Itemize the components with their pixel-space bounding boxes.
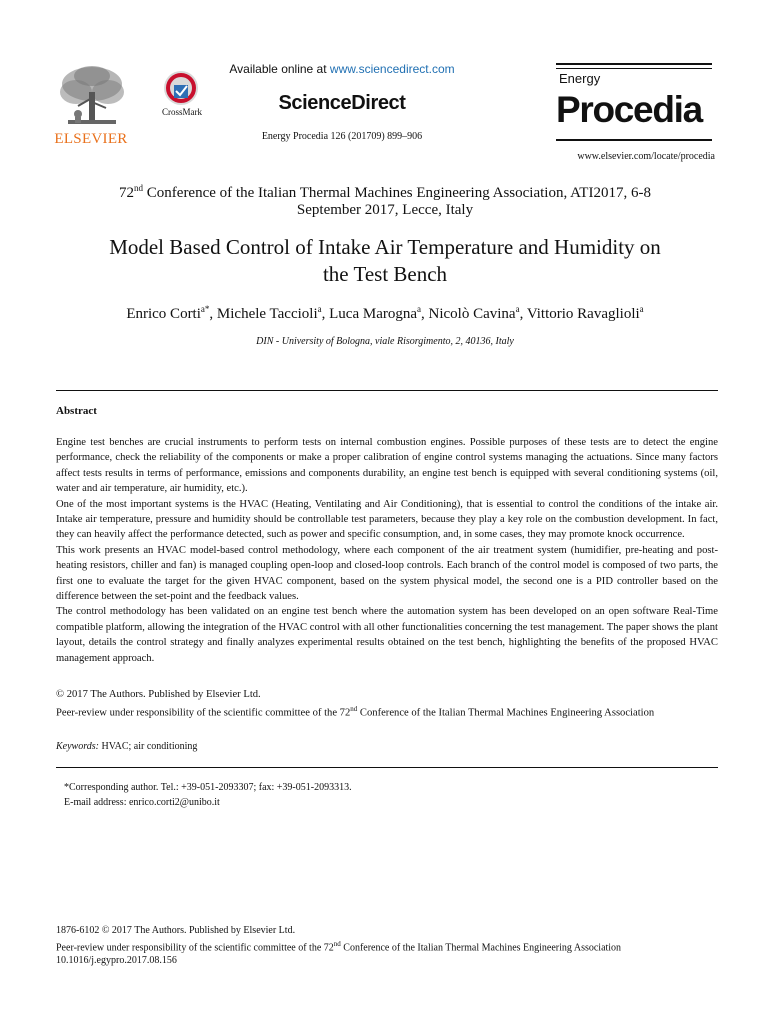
author-name: Enrico Corti	[126, 306, 201, 322]
author-list: Enrico Corti$^{a*}$, Michele Taccioli$^a$, Luca Marogna$^a$, Nicolò Cavina$^a$, Vittorio Ravaglioli$^a$	[126, 304, 644, 322]
title-line-2: the Test Bench	[322, 262, 448, 286]
copyright-block	[56, 688, 718, 721]
author-affiliation-mark: a	[417, 304, 422, 314]
corresponding-author-note: *Corresponding author. Tel.: +39-051-2093307; fax: +39-051-2093313.	[64, 782, 352, 793]
affiliation: DIN - University of Bologna, viale Risorgimento, 2, 40136, Italy	[256, 336, 514, 347]
conference-date-place: September 2017, Lecce, Italy	[296, 202, 474, 218]
abstract-paragraph: This work presents an HVAC model-based control methodology, where each component of the air treatment system (humidifier, pre-heating and post-heating resistors, chiller and fan) is managed coupling open-loop and closed-loop controls. Each branch of the control model is composed of two parts, the first one to evaluate the target for the given HVAC component, based on the system physical model, the second one is a PID controller based on the difference between the set-point and the feedback values.	[56, 544, 718, 603]
keywords-label: Keywords:	[56, 741, 99, 752]
peer-review-ordinal: nd	[350, 705, 358, 713]
conference-line	[60, 180, 710, 219]
conference-name: Conference of the Italian Thermal Machines Engineering Association, ATI2017, 6-8	[143, 185, 651, 201]
author-name: Nicolò Cavina	[428, 306, 516, 322]
author-affiliation-mark: a	[639, 304, 644, 314]
sciencedirect-link[interactable]: www.sciencedirect.com	[329, 62, 455, 76]
conference-ordinal: nd	[134, 183, 144, 193]
crossmark-label: CrossMark	[162, 107, 202, 117]
page-footer	[56, 925, 736, 968]
brand-rule	[556, 139, 712, 141]
sciencedirect-logo: ScienceDirect	[278, 92, 406, 114]
author-affiliation-mark: a	[515, 304, 520, 314]
brand-rule	[556, 68, 712, 69]
issn-line: 1876-6102 © 2017 The Authors. Published by Elsevier Ltd.	[56, 925, 296, 936]
author-name: Michele Taccioli	[216, 306, 318, 322]
brand-rule	[556, 63, 712, 65]
conference-number: 72	[119, 185, 135, 201]
author-name: Vittorio Ravaglioli	[526, 306, 640, 322]
paper-title	[40, 234, 730, 288]
footer-peer-prefix: Peer-review under responsibility of the scientific committee of the 72	[56, 942, 334, 954]
available-prefix: Available online at	[229, 62, 330, 76]
peer-review-suffix: Conference of the Italian Thermal Machines Engineering Association	[357, 707, 655, 719]
author-name: Luca Marogna	[329, 306, 418, 322]
journal-brand-procedia: Procedia	[556, 89, 702, 130]
journal-brand-energy: Energy	[559, 71, 601, 86]
available-online-line	[212, 62, 472, 76]
journal-reference: Energy Procedia 126 (201709) 899–906	[261, 131, 423, 142]
abstract-body	[56, 435, 718, 666]
doi-line[interactable]: 10.1016/j.egypro.2017.08.156	[56, 954, 177, 966]
peer-review-line	[56, 702, 718, 721]
footer-peer-suffix: Conference of the Italian Thermal Machines Engineering Association	[340, 942, 622, 954]
abstract-paragraph: One of the most important systems is the HVAC (Heating, Ventilating and Air Conditioning), that is essential to control the conditions of the intake air. Intake air temperature, pressure and humidity should be controllable test parameters, because they play a key role on the combustion development. In fact, they can heavily affect the performance detected, such as power and specific consumption, and, in some cases, they may promote knock occurrence.	[56, 498, 718, 541]
author-affiliation-mark: a*	[200, 304, 210, 314]
peer-review-prefix: Peer-review under responsibility of the scientific committee of the 72	[56, 707, 351, 719]
copyright-line: © 2017 The Authors. Published by Elsevier Ltd.	[56, 689, 261, 700]
abstract-paragraph: Engine test benches are crucial instruments to perform tests on internal combustion engines. Possible purposes of these tests are to detect the engine performance, check the reliability of the components or make a proper calibration of engine control systems managing the actuations. Since many factors affect tests results in terms of performance, emissions and components durability, an engine test bench is equipped with several conditioning systems (oil, water and air temperature, air humidity, etc.).	[56, 437, 718, 495]
keywords-value: HVAC; air conditioning	[98, 741, 198, 752]
journal-url[interactable]: www.elsevier.com/locate/procedia	[577, 151, 715, 162]
abstract-paragraph: The control methodology has been validated on an engine test bench where the automation system has been developed on an open software Real-Time compatible platform, allowing the integration of the HVAC control with all other functionalities concerning the test management. The paper shows the plant layout, details the control strategy and finally analyzes experimental results obtained on the test bench, highlighting the benefits of the proposed HVAC management approach.	[56, 606, 718, 664]
section-rule	[56, 390, 718, 391]
author-affiliation-mark: a	[317, 304, 322, 314]
keywords-line	[56, 741, 197, 752]
section-rule	[56, 767, 718, 768]
crossmark-icon[interactable]	[163, 70, 199, 106]
footer-peer-ordinal: nd	[333, 939, 341, 948]
email-address[interactable]: E-mail address: enrico.corti2@unibo.it	[64, 797, 220, 808]
title-line-1: Model Based Control of Intake Air Temperature and Humidity on	[109, 235, 661, 259]
footer-peer-review-line	[56, 938, 736, 955]
abstract-heading: Abstract	[56, 405, 97, 417]
elsevier-wordmark: ELSEVIER	[54, 131, 128, 147]
